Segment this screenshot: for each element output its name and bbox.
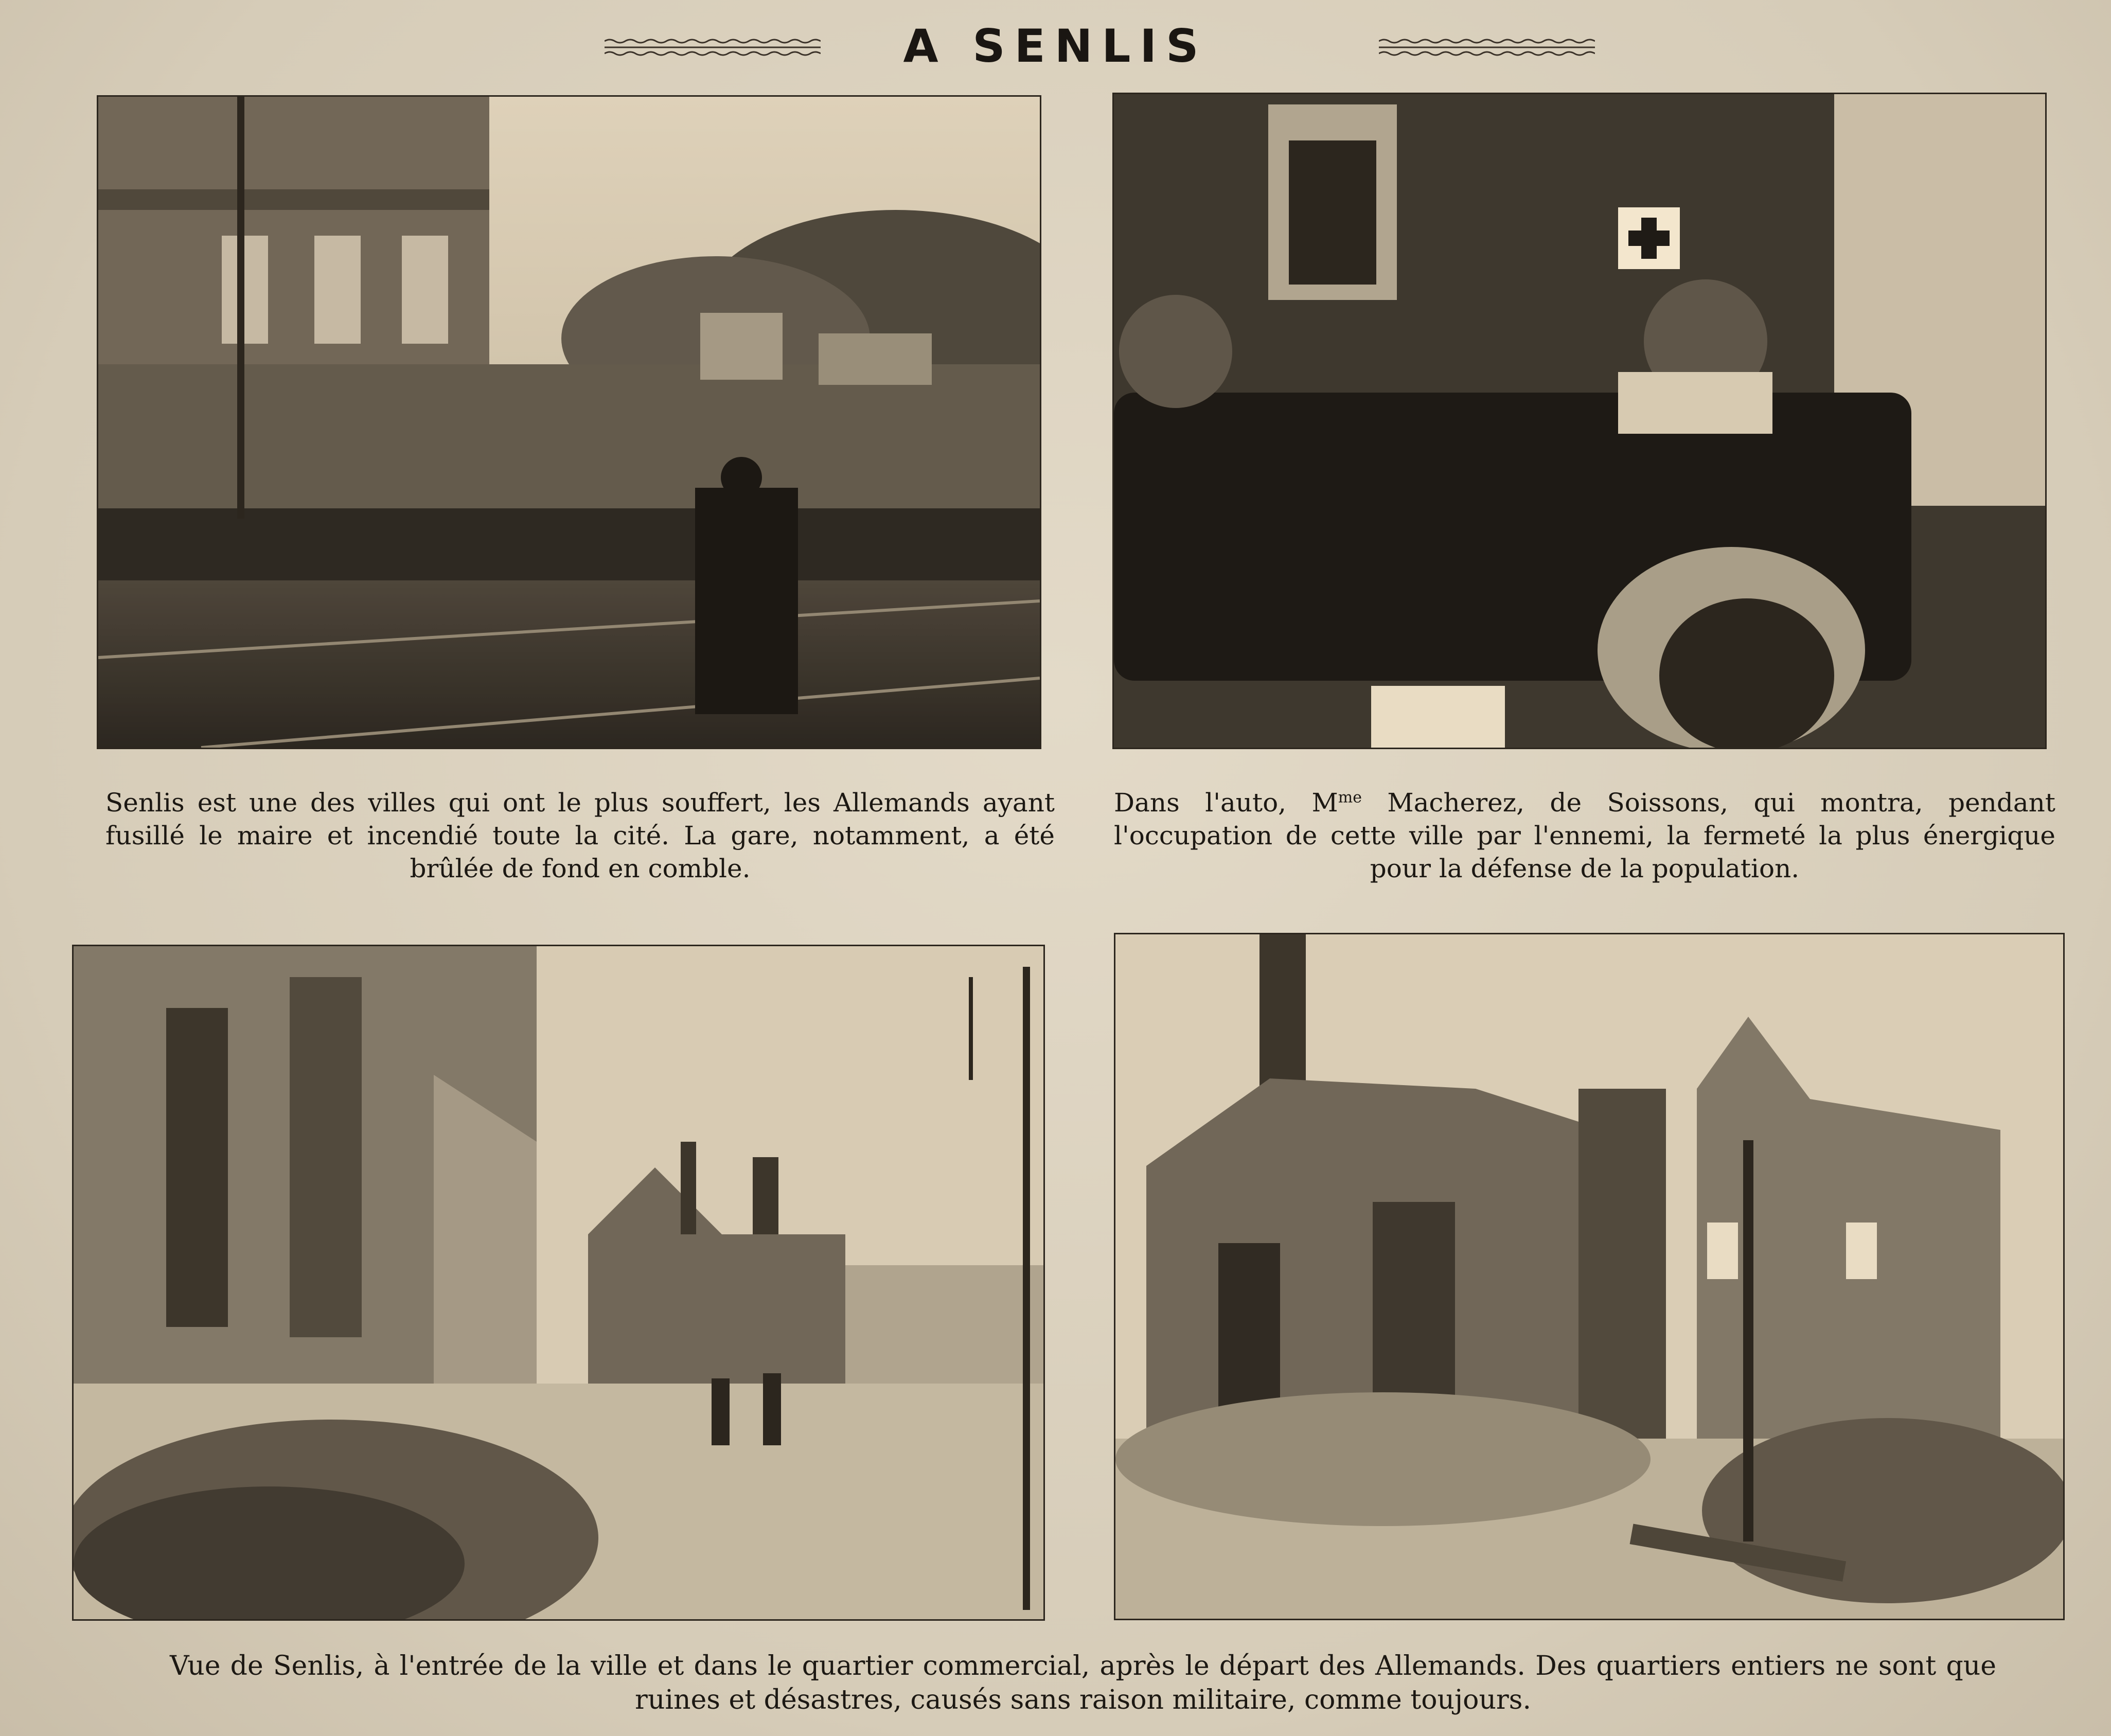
caption-car-part1: Dans l'auto, M: [1114, 788, 1338, 818]
caption-car: [1114, 786, 2055, 885]
caption-car-superscript: me: [1338, 788, 1362, 807]
caption-ruins: Vue de Senlis, à l'entrée de la ville et dans le quartier commercial, après le départ des Allemands. Des quartiers entiers ne sont que ruines et désastres, causés sans raison militaire, comme toujours.: [170, 1651, 1996, 1715]
page-title: A SENLIS: [903, 20, 1208, 73]
header: [0, 15, 2111, 77]
caption-car-part2: Macherez, de Soissons, qui montra, pendant l'occupation de cette ville par l'ennemi, la fermeté la plus énergique pour la défense de la population.: [1114, 788, 2055, 883]
photo-ruined-street: [72, 945, 1045, 1621]
photo-red-cross-car: [1112, 93, 2047, 749]
photo-burned-station: [97, 95, 1041, 749]
photo-ruined-quarter: [1114, 933, 2065, 1620]
title-rule-right: [1379, 37, 1595, 58]
caption-station: Senlis est une des villes qui ont le plus souffert, les Allemands ayant fusillé le maire et incendié toute la cité. La gare, notamment, a été brûlée de fond en comble.: [105, 788, 1055, 883]
